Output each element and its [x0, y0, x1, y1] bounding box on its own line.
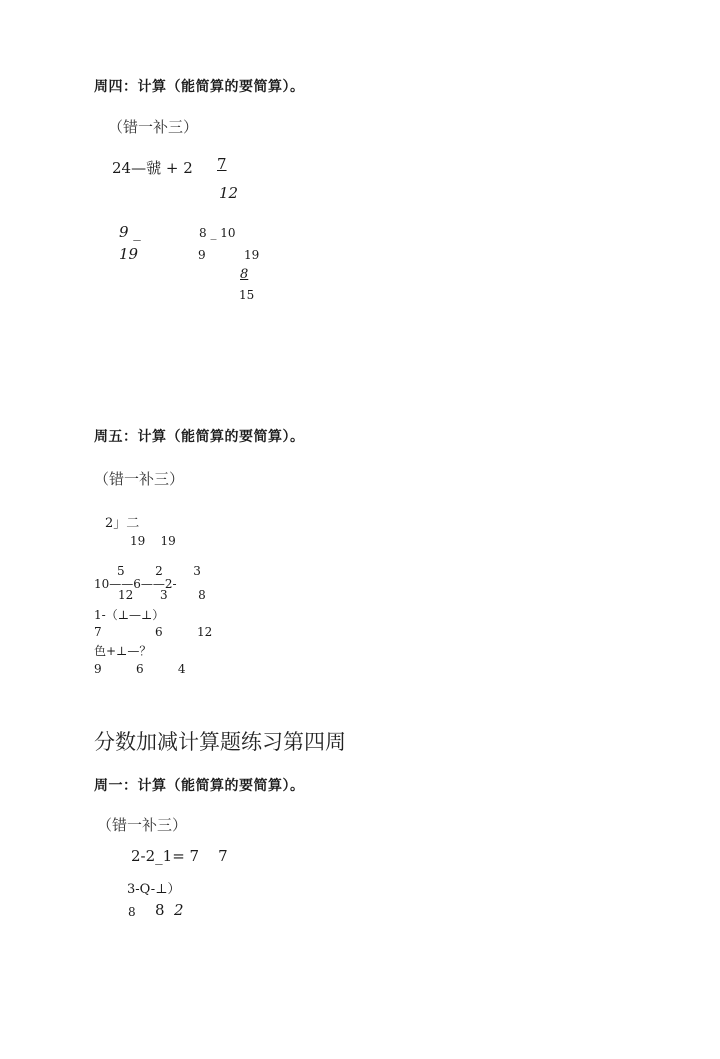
friday-paren-note: （错一补三）: [94, 470, 185, 488]
friday-problem-2-numerators: 5 2 3: [117, 564, 201, 578]
thursday-problem-2-denominator: 19: [119, 245, 139, 263]
friday-problem-4-top: 色+⊥—？: [94, 644, 152, 658]
thursday-problem-1-expression: 24—虢 + 2: [112, 159, 193, 177]
monday-problem-2-bottom-b: 8: [155, 901, 165, 919]
monday-problem-2-bottom-a: 8: [128, 905, 136, 919]
week-4-section-title: 分数加减计算题练习第四周: [94, 730, 346, 754]
friday-problem-3-top: 1-（⊥—⊥）: [94, 608, 165, 622]
thursday-problem-1-numerator: 7: [217, 155, 227, 173]
friday-problem-2-denominators: 12 3 8: [118, 588, 206, 602]
friday-problem-4-bottom: 9 6 4: [94, 662, 186, 676]
monday-problem-2-top: 3-Q-⊥）: [127, 882, 181, 897]
thursday-problem-3-bottom-a: 9: [198, 248, 206, 262]
monday-problem-1: 2-2_1= 7 7: [131, 847, 228, 865]
friday-problem-2-expression: 10——6——2-: [94, 577, 177, 591]
monday-header: 周一：计算（能简算的要简算）。: [94, 778, 305, 794]
friday-problem-1-bottom: 19 19: [130, 534, 176, 548]
monday-problem-2-bottom-c: 2: [174, 901, 184, 919]
thursday-paren-note: （错一补三）: [108, 118, 199, 136]
thursday-problem-2-numerator: 9 _: [119, 223, 141, 241]
thursday-problem-3-bottom-b: 19: [244, 248, 260, 262]
thursday-problem-3-fraction-numerator: 8: [240, 267, 249, 282]
thursday-problem-1-denominator: 12: [219, 184, 239, 202]
monday-paren-note: （错一补三）: [97, 816, 188, 834]
friday-problem-3-bottom: 7 6 12: [94, 625, 213, 639]
friday-header: 周五：计算（能简算的要简算）。: [94, 429, 305, 445]
thursday-problem-3-fraction-denominator: 15: [239, 288, 255, 302]
friday-problem-1-top: 2」二: [105, 516, 140, 531]
thursday-problem-3-top: 8 _ 10: [199, 226, 236, 240]
thursday-header: 周四：计算（能简算的要简算）。: [94, 79, 305, 95]
